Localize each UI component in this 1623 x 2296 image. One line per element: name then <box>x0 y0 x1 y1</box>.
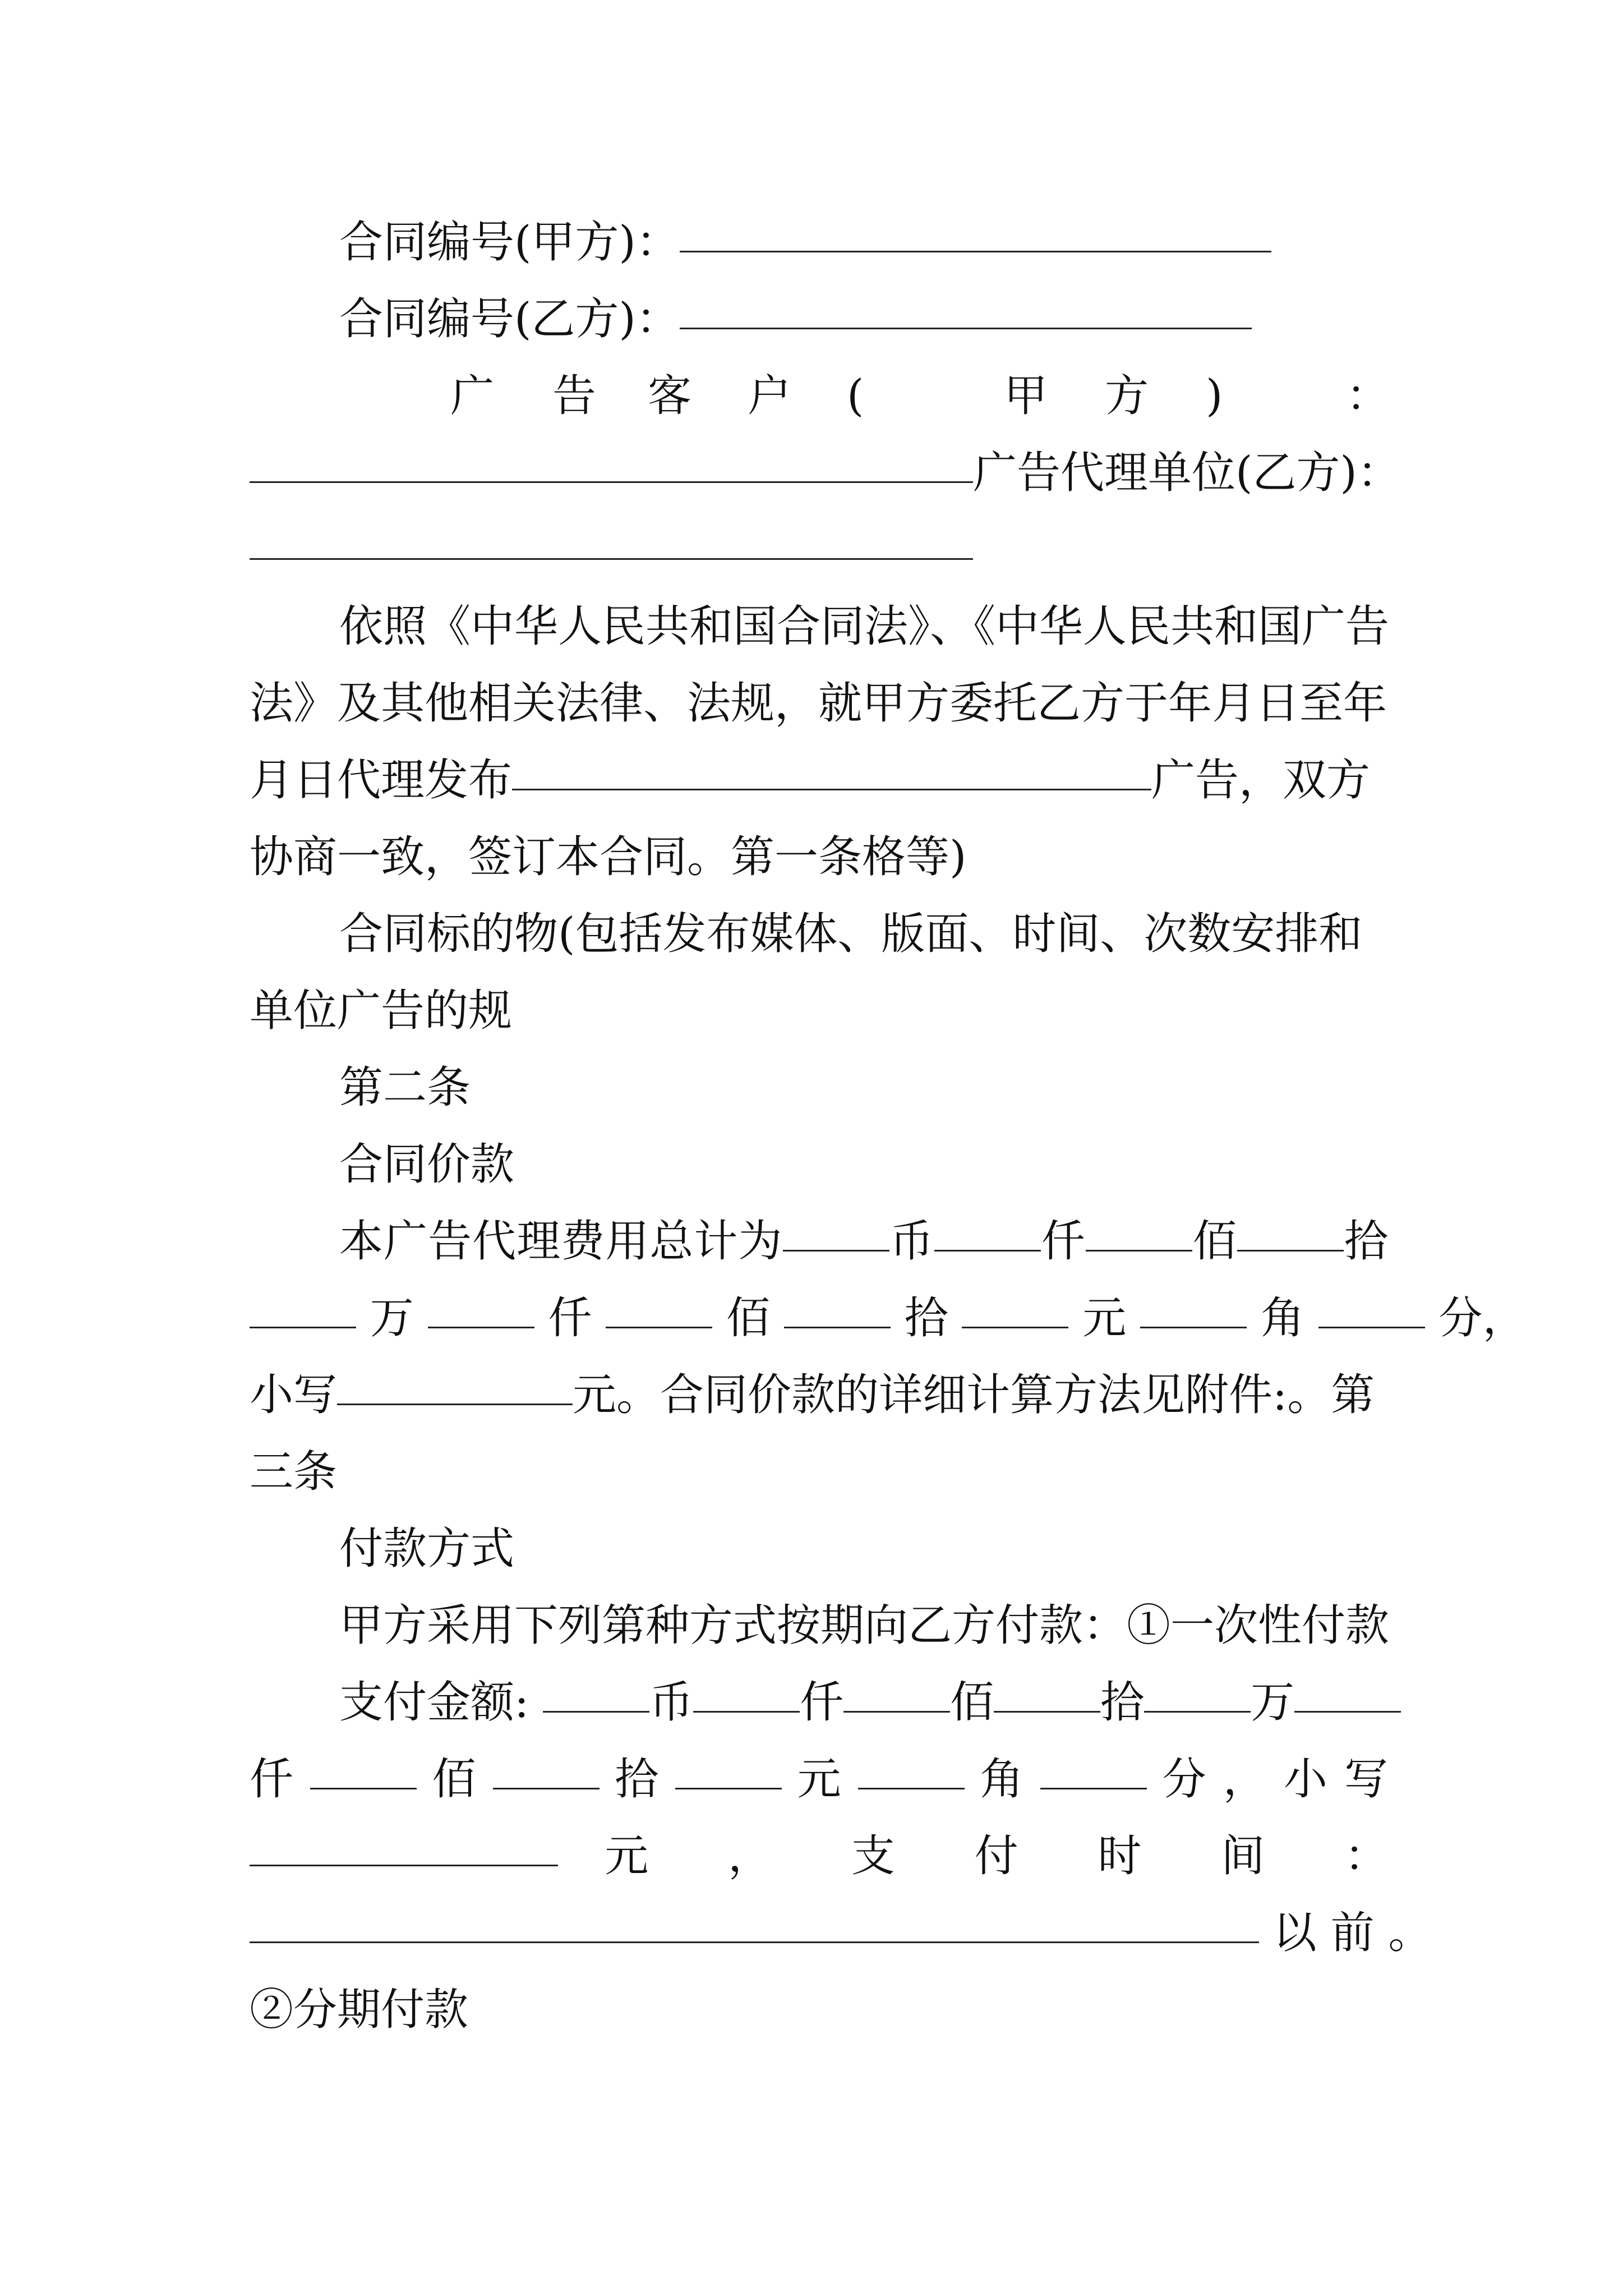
unit-label: 小 <box>1283 1754 1329 1805</box>
article2-amount-line-2 <box>250 1280 1527 1357</box>
amount-blank <box>962 1327 1068 1328</box>
payment-time-field <box>250 1941 1259 1943</box>
unit-label: ， <box>1223 1754 1269 1805</box>
basis-line-4: 协商一致，签订本合同。第一条格等) <box>250 832 967 882</box>
basis-line-3-end: 广告，双方 <box>1151 755 1371 806</box>
amount-blank <box>675 1788 782 1789</box>
unit-label: 仟 <box>548 1293 592 1343</box>
amount-blank <box>1294 1711 1401 1713</box>
before-char: 前 <box>1330 1908 1375 1958</box>
amount-blank <box>1040 1788 1147 1789</box>
basis-line-3-start: 月日代理发布 <box>250 755 513 806</box>
time-line-char: 支 <box>851 1831 928 1881</box>
amount-blank <box>783 1250 889 1251</box>
unit-label: 拾 <box>904 1293 948 1343</box>
ad-content-field <box>512 789 1151 790</box>
contract-number-party-a-row <box>339 204 1388 281</box>
article1-line-2: 单位广告的规 <box>250 986 513 1036</box>
before-char: 以 <box>1272 1908 1317 1958</box>
time-line-char: 时 <box>1098 1831 1174 1881</box>
time-line-char: 元 <box>605 1831 681 1881</box>
agency-field-row <box>250 512 1388 588</box>
client-label-char: 户 <box>748 371 792 421</box>
client-label-char: ) <box>1206 371 1223 421</box>
basis-line-1: 依照《中华人民共和国合同法》、《中华人民共和国广告 <box>339 601 1390 652</box>
agency-row <box>250 435 1401 512</box>
client-label-char: 广 <box>450 371 495 421</box>
unit-label: 币 <box>649 1677 694 1728</box>
unit-label: 仟 <box>250 1754 295 1805</box>
contract-number-party-a-field <box>680 251 1271 252</box>
unit-label: 佰 <box>950 1677 994 1728</box>
amount-blank <box>543 1711 649 1713</box>
small-amount-tail: 元。合同价款的详细计算方法见附件:。第 <box>573 1370 1375 1420</box>
amount-blank <box>934 1250 1041 1251</box>
contract-number-party-b-row <box>339 281 1388 358</box>
unit-label: 元 <box>1082 1293 1127 1343</box>
article2-title: 第二条 <box>339 1062 471 1113</box>
time-line-char: 间 <box>1221 1831 1298 1881</box>
unit-label: 拾 <box>615 1754 660 1805</box>
agency-label: 广告代理单位(乙方)： <box>973 448 1401 498</box>
contract-number-party-a-label: 合同编号(甲方)： <box>339 217 680 268</box>
amount-blank <box>1318 1327 1425 1328</box>
payment-amount-line-1 <box>339 1664 1388 1741</box>
article3-heading: 付款方式 <box>339 1524 515 1574</box>
unit-label: 仟 <box>800 1677 844 1728</box>
amount-blank <box>1237 1250 1344 1251</box>
unit-label: 拾 <box>1100 1677 1145 1728</box>
article2-small-line <box>250 1357 1388 1434</box>
amount-blank <box>428 1327 534 1328</box>
amount-blank <box>250 1327 356 1328</box>
article2-amount-line-1 <box>339 1203 1388 1280</box>
client-name-field <box>250 481 973 483</box>
unit-label: 仟 <box>1040 1216 1086 1267</box>
amount-blank <box>1086 1250 1192 1251</box>
unit-label: 分 <box>1162 1754 1208 1805</box>
client-label-char: 告 <box>552 371 597 421</box>
unit-label: 佰 <box>726 1293 771 1343</box>
amount-blank <box>1144 1711 1251 1713</box>
contract-number-party-b-label: 合同编号(乙方)： <box>339 294 680 344</box>
before-char: 。 <box>1388 1908 1432 1958</box>
time-line-char: 付 <box>974 1831 1052 1881</box>
client-label-char: 方 <box>1105 371 1149 421</box>
time-line-char: ， <box>728 1831 805 1881</box>
payment-amount-label: 支付金额: <box>339 1677 529 1728</box>
contract-number-party-b-field <box>680 328 1252 329</box>
basis-line-2: 法》及其他相关法律、法规，就甲方委托乙方于年月日至年 <box>250 678 1387 729</box>
unit-label: 元 <box>797 1754 843 1805</box>
amount-blank <box>994 1711 1100 1713</box>
client-label-char: 甲 <box>1004 371 1048 421</box>
article2-amount-text: 本广告代理费用总计为 <box>339 1216 783 1267</box>
unit-label: 写 <box>1344 1754 1388 1805</box>
client-label-char: ( <box>847 371 864 421</box>
payment-time-line <box>250 1818 1388 1895</box>
installment-line: ②分期付款 <box>250 1985 469 2035</box>
article3-title: 三条 <box>250 1447 338 1497</box>
unit-label: 万 <box>370 1293 414 1343</box>
small-amount-field <box>250 1865 558 1866</box>
unit-label: 角 <box>1260 1293 1304 1343</box>
time-line-char: ： <box>1344 1831 1388 1881</box>
basis-line-3 <box>250 742 1388 819</box>
amount-blank <box>858 1788 965 1789</box>
unit-label: 角 <box>980 1754 1025 1805</box>
amount-blank <box>606 1327 712 1328</box>
small-amount-label: 小写 <box>250 1370 338 1420</box>
payment-amount-line-2 <box>250 1741 1388 1818</box>
unit-label: 佰 <box>1192 1216 1237 1267</box>
amount-blank <box>310 1788 417 1789</box>
article2-heading: 合同价款 <box>339 1139 515 1190</box>
client-label-char: ： <box>1346 371 1390 421</box>
amount-blank <box>843 1711 950 1713</box>
agency-name-field <box>250 558 973 560</box>
amount-blank <box>784 1327 891 1328</box>
article3-intro: 甲方采用下列第种方式按期向乙方付款：①一次性付款 <box>339 1600 1390 1651</box>
payment-before-line <box>250 1895 1432 1972</box>
unit-label: 分， <box>1438 1293 1527 1343</box>
amount-blank <box>493 1788 600 1789</box>
unit-label: 万 <box>1251 1677 1295 1728</box>
client-label-char: 客 <box>648 371 692 421</box>
unit-label: 佰 <box>432 1754 478 1805</box>
article1-line-1: 合同标的物(包括发布媒体、版面、时间、次数安排和 <box>339 909 1363 959</box>
unit-label: 币 <box>889 1216 934 1267</box>
amount-blank <box>693 1711 800 1713</box>
unit-label: 拾 <box>1343 1216 1388 1267</box>
small-amount-field <box>337 1404 573 1405</box>
amount-blank <box>1140 1327 1247 1328</box>
